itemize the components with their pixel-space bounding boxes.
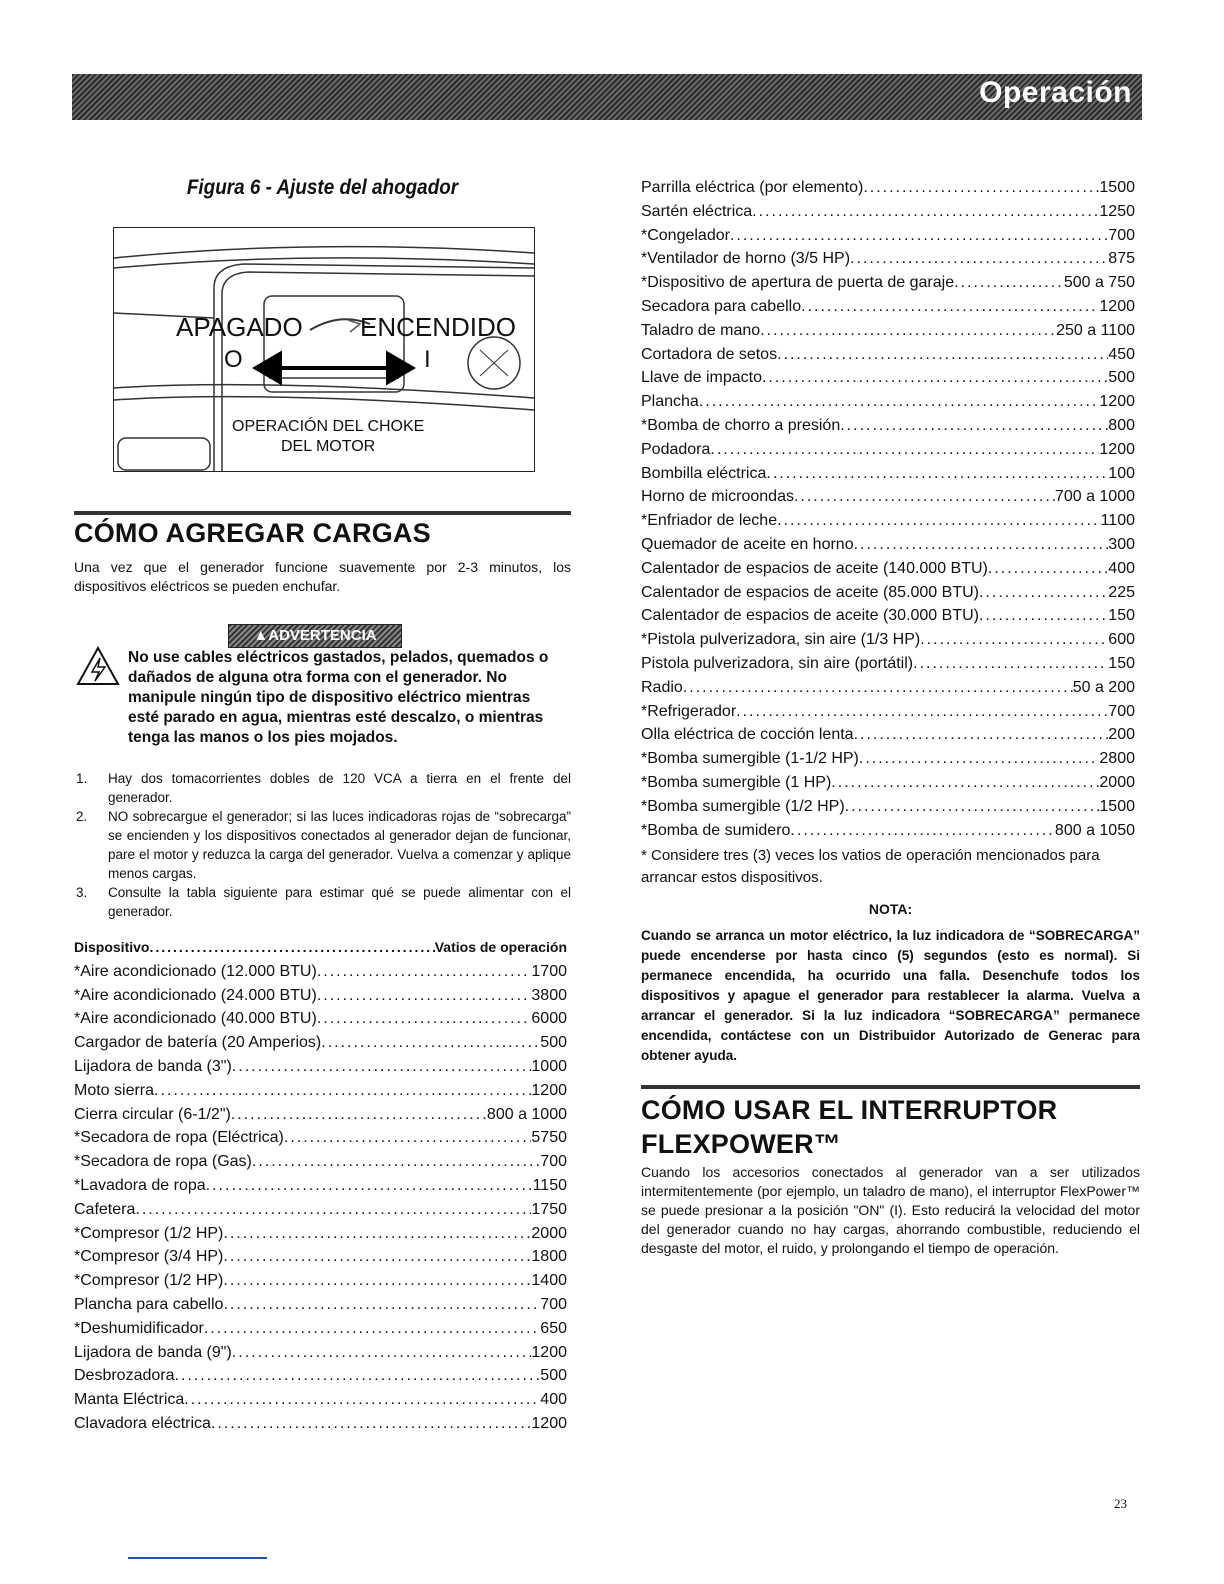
device-name: Moto sierra — [74, 1081, 155, 1099]
list-item — [74, 769, 571, 807]
device-watts: 800 — [1108, 416, 1135, 434]
table-row — [641, 366, 1135, 390]
table-row — [74, 1079, 567, 1103]
figure-label-choke-line1: OPERACIÓN DEL CHOKE — [232, 418, 425, 435]
table-row — [74, 1055, 567, 1079]
choke-figure — [113, 227, 535, 472]
table-leader-dots — [854, 723, 1109, 747]
table-header-device: Dispositivo — [74, 939, 150, 955]
table-leader-dots — [859, 747, 1100, 771]
device-name: *Aire acondicionado (24.000 BTU) — [74, 986, 317, 1004]
device-name: Cortadora de setos — [641, 345, 778, 363]
device-watts: 1100 — [1100, 512, 1135, 530]
table-leader-dots — [321, 1031, 540, 1055]
table-leader-dots — [913, 652, 1108, 676]
device-watts: 1750 — [531, 1200, 567, 1218]
device-watts: 200 — [1108, 726, 1135, 744]
device-watts: 800 a 1050 — [1054, 821, 1135, 839]
wattage-table-right — [641, 176, 1135, 842]
list-item — [74, 807, 571, 883]
table-row — [74, 1293, 567, 1317]
table-row — [641, 319, 1135, 343]
loads-steps — [74, 769, 571, 921]
device-watts: 1700 — [531, 962, 567, 980]
device-watts: 700 — [540, 1153, 567, 1171]
table-leader-dots — [730, 224, 1108, 248]
figure-label-on-symbol: I — [424, 346, 431, 373]
table-row — [641, 723, 1135, 747]
device-name: *Pistola pulverizadora, sin aire (1/3 HP) — [641, 631, 921, 649]
device-watts: 800 a 1000 — [486, 1105, 567, 1123]
table-row — [74, 1198, 567, 1222]
device-watts: 5750 — [531, 1129, 567, 1147]
table-row — [74, 1317, 567, 1341]
table-row — [641, 295, 1135, 319]
table-leader-dots — [154, 1079, 531, 1103]
table-leader-dots — [777, 343, 1108, 367]
page-number: 23 — [1114, 1496, 1127, 1511]
warning-badge-label: ADVERTENCIA — [268, 627, 377, 644]
device-name: Sartén eléctrica — [641, 202, 753, 220]
section-title-flexpower-line1: CÓMO USAR EL INTERRUPTOR — [641, 1095, 1058, 1125]
device-name: Cafetera — [74, 1200, 136, 1218]
device-name: Lijadora de banda (9") — [74, 1343, 232, 1361]
table-row — [641, 462, 1135, 486]
device-watts: 1500 — [1099, 179, 1135, 196]
device-watts: 600 — [1108, 631, 1135, 649]
table-row — [641, 795, 1135, 819]
device-watts: 1250 — [1099, 202, 1135, 220]
device-watts: 700 a 1000 — [1054, 488, 1135, 506]
table-row — [74, 1031, 567, 1055]
device-watts: 150 — [1108, 654, 1135, 672]
table-leader-dots — [794, 485, 1055, 509]
table-row — [641, 771, 1135, 795]
device-name: *Deshumidificador — [74, 1319, 204, 1337]
table-row — [641, 628, 1135, 652]
device-name: *Secadora de ropa (Gas) — [74, 1153, 252, 1171]
list-item-text: Hay dos tomacorrientes dobles de 120 VCA a tierra en el frente del generador. — [108, 771, 571, 805]
device-watts: 300 — [1108, 535, 1135, 553]
table-row — [641, 509, 1135, 533]
device-name: *Aire acondicionado (40.000 BTU) — [74, 1010, 317, 1028]
device-name: Olla eléctrica de cocción lenta — [641, 726, 854, 744]
table-row — [74, 1103, 567, 1127]
device-watts: 700 — [1108, 702, 1135, 720]
device-name: Manta Eléctrica — [74, 1391, 185, 1409]
table-leader-dots — [863, 176, 1099, 200]
device-name: Calentador de espacios de aceite (85.000 BTU) — [641, 583, 979, 601]
table-row — [641, 390, 1135, 414]
device-name: Secadora para cabello — [641, 297, 802, 315]
footer-rule — [128, 1557, 267, 1559]
device-name: *Secadora de ropa (Eléctrica) — [74, 1129, 284, 1147]
device-name: *Bomba de chorro a presión — [641, 416, 841, 434]
figure-label-choke-line2: DEL MOTOR — [281, 438, 376, 455]
table-leader-dots — [736, 700, 1108, 724]
table-leader-dots — [284, 1126, 532, 1150]
table-row — [641, 604, 1135, 628]
device-watts: 1200 — [531, 1081, 567, 1099]
list-item — [74, 883, 571, 921]
section-title-loads: CÓMO AGREGAR CARGAS — [74, 518, 431, 548]
table-leader-dots — [979, 581, 1108, 605]
table-leader-dots — [223, 1269, 531, 1293]
list-item-number: 2. — [76, 809, 88, 824]
device-watts: 500 — [1108, 369, 1135, 387]
table-leader-dots — [223, 1293, 540, 1317]
table-leader-dots — [979, 604, 1108, 628]
table-row — [74, 1007, 567, 1031]
note-text: Cuando se arranca un motor eléctrico, la luz indicadora de “SOBRECARGA” puede encenderse por hasta cinco (5) segundos (esto es normal). Si permanece encendida, ha ocurrido una falla. Desenchufe todos los dispositivos y apague el generador para restablecer la alarma. Vuelva a arrancar el generador. Si la luz indicadora “SOBRECARGA” permanece encendida, contáctese con un Distribuidor Autorizado de Generac para obtener ayuda. — [641, 928, 1140, 1063]
table-row — [641, 533, 1135, 557]
table-leader-dots — [760, 319, 1056, 343]
figure-caption: Figura 6 - Ajuste del ahogador — [186, 176, 459, 199]
device-watts: 1800 — [531, 1248, 567, 1266]
device-watts: 1200 — [1099, 393, 1135, 411]
device-name: *Ventilador de horno (3/5 HP) — [641, 250, 851, 268]
device-watts: 1200 — [1099, 297, 1135, 315]
device-watts: 3800 — [531, 986, 567, 1004]
device-name: Calentador de espacios de aceite (30.000 BTU) — [641, 607, 979, 625]
device-watts: 1500 — [1099, 797, 1135, 815]
table-leader-dots — [766, 462, 1108, 486]
table-leader-dots — [840, 414, 1108, 438]
table-leader-dots — [854, 533, 1109, 557]
note-title: NOTA: — [868, 901, 913, 917]
device-name: Horno de microondas — [641, 488, 794, 506]
device-name: Plancha para cabello — [74, 1295, 224, 1313]
electric-shock-warning-icon — [76, 646, 120, 686]
table-row — [641, 343, 1135, 367]
table-row — [74, 1150, 567, 1174]
table-row — [641, 747, 1135, 771]
device-watts: 400 — [540, 1391, 567, 1409]
table-leader-dots — [223, 1222, 531, 1246]
table-leader-dots — [790, 819, 1055, 843]
device-name: Quemador de aceite en horno — [641, 535, 854, 553]
device-name: *Enfriador de leche — [641, 512, 778, 530]
table-leader-dots — [850, 247, 1108, 271]
table-leader-dots — [801, 295, 1099, 319]
device-watts: 1400 — [531, 1272, 567, 1290]
device-name: Lijadora de banda (3") — [74, 1057, 232, 1075]
device-name: *Lavadora de ropa — [74, 1176, 206, 1194]
table-footnote: * Considere tres (3) veces los vatios de operación mencionados para arrancar estos dispositivos. — [641, 847, 1100, 886]
device-watts: 50 a 200 — [1072, 678, 1135, 696]
table-leader-dots — [752, 200, 1099, 224]
device-name: *Bomba de sumidero — [641, 821, 791, 839]
device-name: Cierra circular (6-1/2") — [74, 1105, 231, 1123]
device-name: Pistola pulverizadora, sin aire (portátil) — [641, 654, 914, 672]
table-leader-dots — [231, 1103, 487, 1127]
figure-label-off-symbol: O — [224, 346, 243, 373]
table-leader-dots — [699, 390, 1100, 414]
device-watts: 150 — [1108, 607, 1135, 625]
device-watts: 500 — [540, 1367, 567, 1385]
table-row — [74, 1341, 567, 1365]
table-leader-dots — [317, 1007, 532, 1031]
table-row — [641, 581, 1135, 605]
device-name: *Bomba sumergible (1-1/2 HP) — [641, 750, 859, 768]
device-watts: 875 — [1108, 250, 1135, 268]
table-row — [74, 1222, 567, 1246]
device-watts: 225 — [1108, 583, 1135, 601]
table-row — [641, 700, 1135, 724]
device-watts: 1200 — [1099, 440, 1135, 458]
device-watts: 250 a 1100 — [1056, 321, 1135, 339]
device-watts: 1150 — [532, 1176, 567, 1194]
wattage-table-left — [74, 936, 567, 1436]
device-name: *Compresor (1/2 HP) — [74, 1224, 224, 1242]
section-title-flexpower-line2: FLEXPOWER™ — [641, 1129, 842, 1159]
table-row — [641, 438, 1135, 462]
table-leader-dots — [135, 1198, 531, 1222]
device-watts: 2000 — [531, 1224, 567, 1242]
table-row — [641, 652, 1135, 676]
device-name: Radio — [641, 678, 683, 696]
section-rule-flexpower — [641, 1085, 1140, 1089]
table-row — [74, 1126, 567, 1150]
table-row — [641, 247, 1135, 271]
device-name: Bombilla eléctrica — [641, 464, 767, 482]
list-item-text: NO sobrecargue el generador; si las luces indicadoras rojas de “sobrecarga” se encienden y los dispositivos conectados al generador dejan de funcionar, pare el motor y reduzca la carga del generador. Vuelva a comenzar y aplique menos cargas. — [108, 809, 571, 881]
device-watts: 650 — [540, 1319, 567, 1337]
table-row — [74, 1174, 567, 1198]
device-watts: 1200 — [531, 1414, 567, 1432]
table-row — [641, 819, 1135, 843]
device-watts: 500 a 750 — [1063, 274, 1135, 292]
table-row — [641, 676, 1135, 700]
warning-text: No use cables eléctricos gastados, pelados, quemados o dañados de alguna otra forma con el generador. No manipule ningún tipo de dispositivo eléctrico mientras esté parado en agua, mientras esté descalzo, o mientras tenga las manos o los pies mojados. — [128, 649, 549, 746]
table-leader-dots — [954, 271, 1064, 295]
loads-intro: Una vez que el generador funcione suavemente por 2-3 minutos, los dispositivos eléctricos se pueden enchufar. — [74, 559, 571, 594]
table-leader-dots — [175, 1364, 541, 1388]
device-name: *Dispositivo de apertura de puerta de garaje — [641, 274, 955, 292]
table-row — [74, 1412, 567, 1436]
list-item-number: 3. — [76, 885, 88, 900]
table-leader-dots — [149, 936, 434, 960]
table-leader-dots — [845, 795, 1100, 819]
section-rule-loads — [74, 511, 571, 515]
table-leader-dots — [204, 1317, 540, 1341]
table-row — [74, 960, 567, 984]
figure-label-off: APAGADO — [176, 312, 303, 342]
device-watts: 1200 — [531, 1343, 567, 1361]
table-row — [641, 200, 1135, 224]
device-name: *Congelador — [641, 226, 730, 244]
device-watts: 450 — [1108, 345, 1135, 363]
table-leader-dots — [683, 676, 1073, 700]
table-row — [641, 271, 1135, 295]
device-name: *Compresor (1/2 HP) — [74, 1272, 224, 1290]
table-row — [74, 1364, 567, 1388]
table-leader-dots — [777, 509, 1101, 533]
table-leader-dots — [317, 960, 532, 984]
table-header-watts: Vatios de operación — [434, 939, 567, 955]
list-item-number: 1. — [76, 771, 88, 786]
device-name: *Bomba sumergible (1 HP) — [641, 773, 832, 791]
table-leader-dots — [232, 1341, 532, 1365]
device-name: Llave de impacto — [641, 369, 762, 387]
table-leader-dots — [831, 771, 1099, 795]
table-leader-dots — [710, 438, 1099, 462]
section-header-title: Operación — [979, 76, 1132, 109]
table-row — [641, 176, 1135, 200]
device-name: Desbrozadora — [74, 1367, 175, 1385]
table-row — [74, 1269, 567, 1293]
table-leader-dots — [184, 1388, 540, 1412]
table-leader-dots — [206, 1174, 533, 1198]
device-name: Podadora — [641, 440, 711, 458]
device-watts: 2000 — [1099, 773, 1135, 791]
device-watts: 2800 — [1099, 750, 1135, 768]
device-watts: 1000 — [531, 1057, 567, 1075]
device-name: Plancha — [641, 393, 699, 411]
table-row — [641, 414, 1135, 438]
device-name: *Compresor (3/4 HP) — [74, 1248, 224, 1266]
figure-label-on: ENCENDIDO — [360, 312, 517, 342]
table-row — [74, 984, 567, 1008]
flexpower-text: Cuando los accesorios conectados al generador van a ser utilizados intermitentemente (por ejemplo, un taladro de mano), el interruptor FlexPower™ se puede presionar a la posición "ON" (I). Esto reducirá la velocidad del motor del generador cuando no hay cargas, ahorrando combustible, reduciendo el desgaste del motor, el ruido, y prolongando el tiempo de operación. — [641, 1164, 1140, 1256]
table-leader-dots — [223, 1245, 531, 1269]
table-leader-dots — [920, 628, 1108, 652]
table-row — [641, 557, 1135, 581]
table-leader-dots — [211, 1412, 531, 1436]
table-row — [74, 1245, 567, 1269]
device-name: Parrilla eléctrica (por elemento) — [641, 179, 864, 196]
device-name: *Aire acondicionado (12.000 BTU) — [74, 962, 317, 980]
section-header-bar — [72, 74, 1142, 120]
table-header-row — [74, 936, 567, 960]
table-leader-dots — [252, 1150, 540, 1174]
device-name: *Bomba sumergible (1/2 HP) — [641, 797, 845, 815]
table-leader-dots — [988, 557, 1108, 581]
table-leader-dots — [317, 984, 532, 1008]
warning-badge — [228, 624, 402, 648]
table-row — [641, 485, 1135, 509]
list-item-text: Consulte la tabla siguiente para estimar qué se puede alimentar con el generador. — [108, 885, 571, 919]
device-watts: 400 — [1108, 559, 1135, 577]
table-row — [641, 224, 1135, 248]
device-watts: 100 — [1108, 464, 1135, 482]
device-watts: 700 — [1108, 226, 1135, 244]
device-watts: 500 — [540, 1034, 567, 1052]
device-watts: 700 — [540, 1295, 567, 1313]
table-leader-dots — [762, 366, 1108, 390]
device-name: Taladro de mano — [641, 321, 761, 339]
table-leader-dots — [232, 1055, 532, 1079]
warning-badge-icon: ▲ — [253, 627, 269, 644]
device-name: Calentador de espacios de aceite (140.000 BTU) — [641, 559, 988, 577]
device-name: Cargador de batería (20 Amperios) — [74, 1034, 322, 1052]
device-name: Clavadora eléctrica — [74, 1414, 211, 1432]
device-name: *Refrigerador — [641, 702, 737, 720]
table-row — [74, 1388, 567, 1412]
device-watts: 6000 — [531, 1010, 567, 1028]
